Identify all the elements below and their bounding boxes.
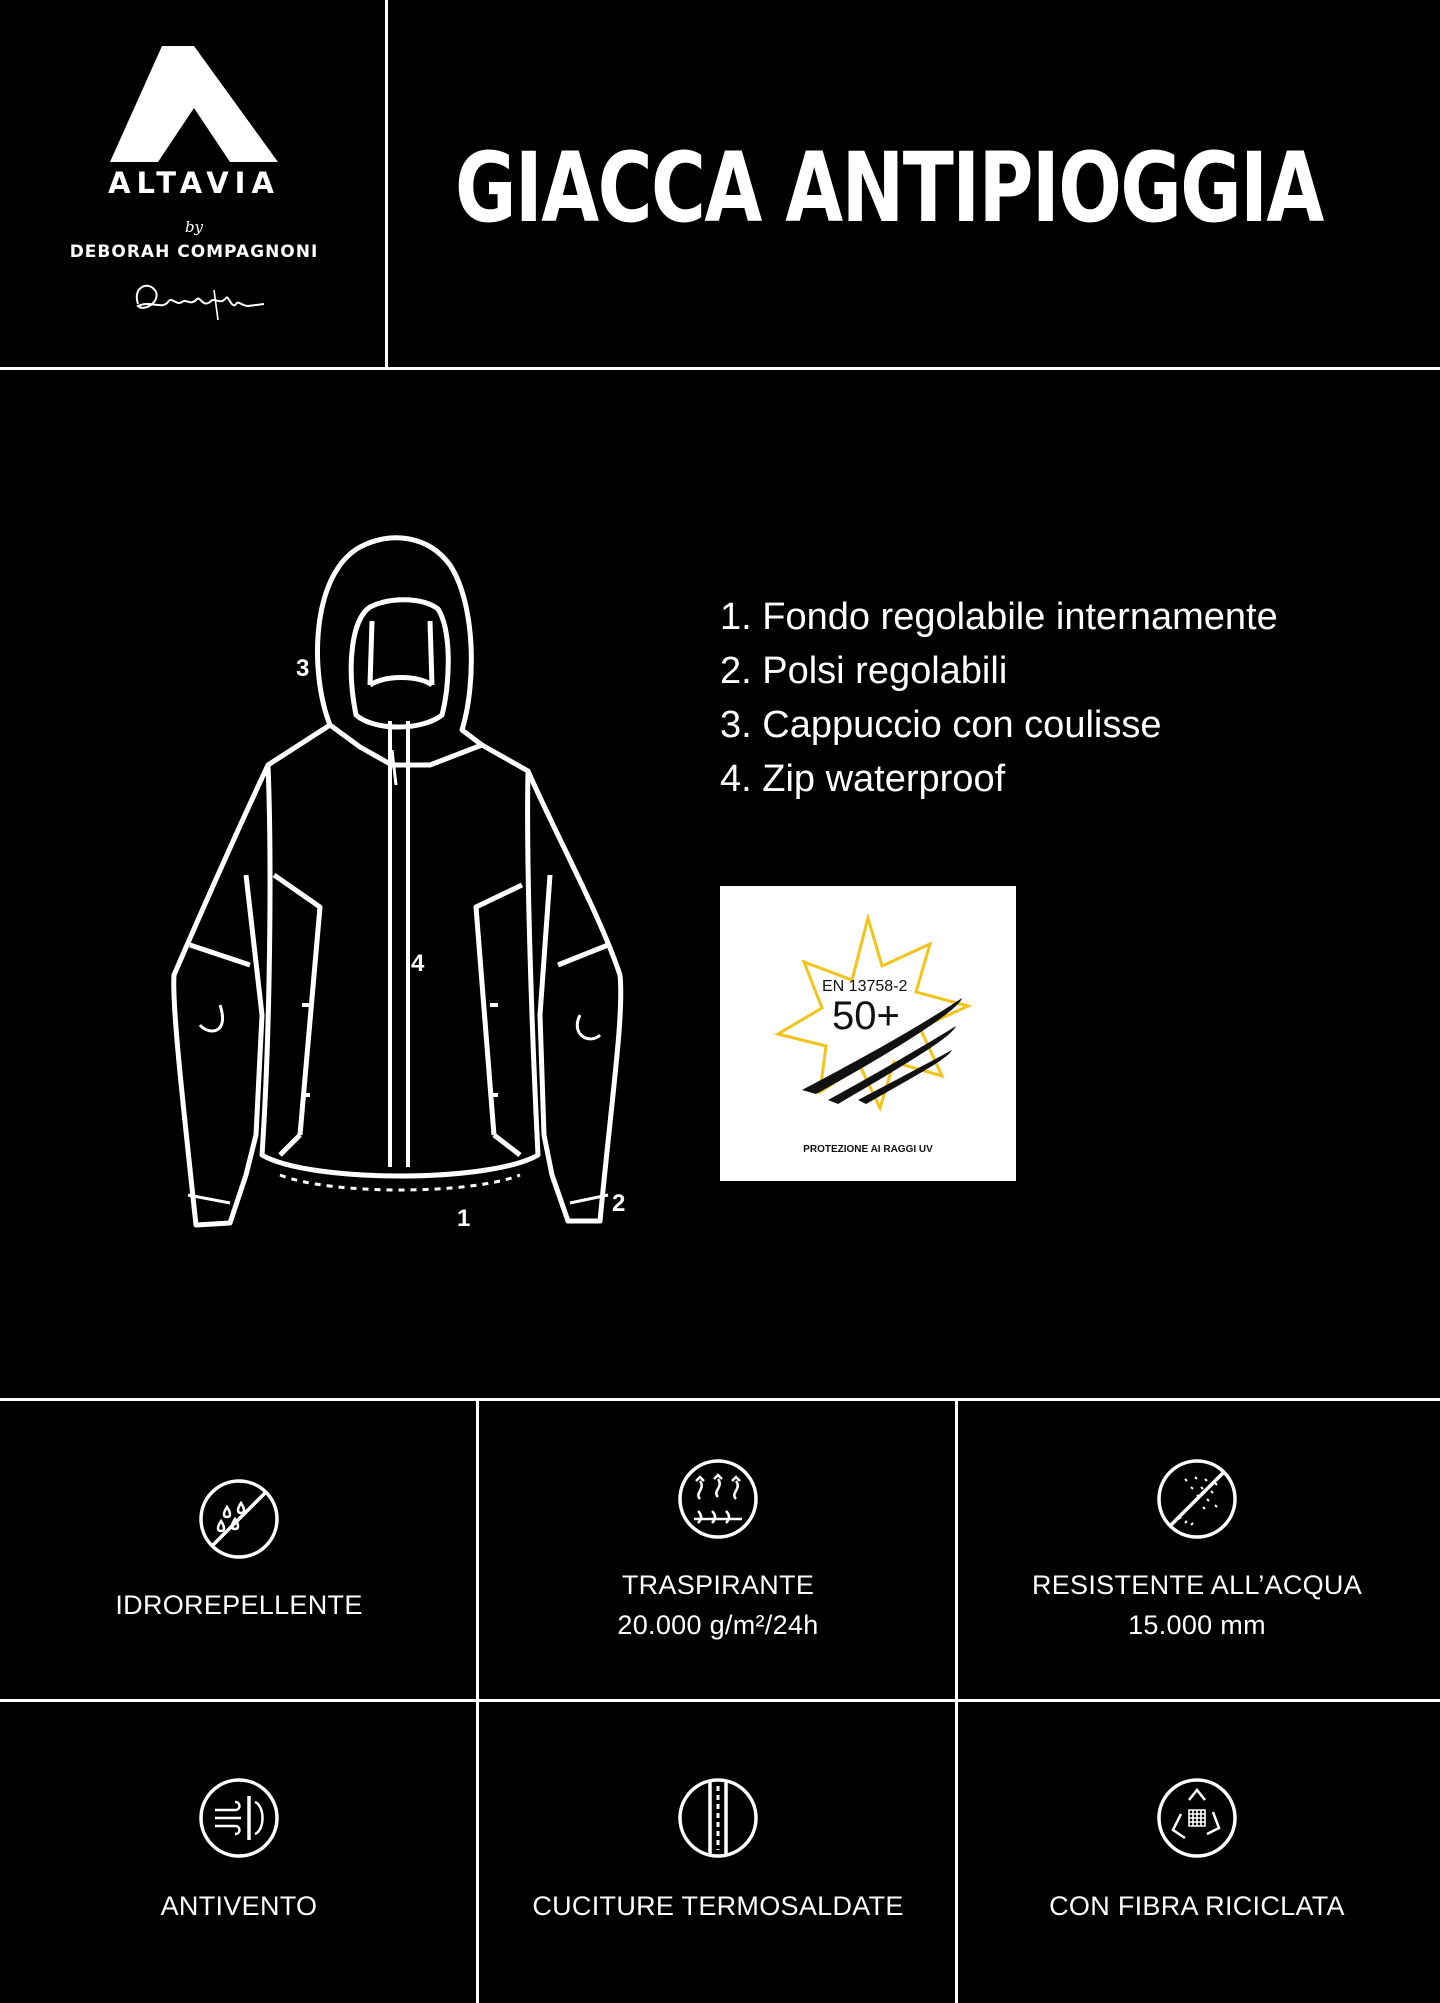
feature-item: 2. Polsi regolabili [720, 650, 1008, 692]
jacket-drawing [160, 535, 640, 1235]
windproof-icon [197, 1776, 281, 1860]
altavia-logo-icon [110, 46, 278, 164]
callout-4: 4 [411, 950, 425, 977]
property-label: IDROREPELLENTE [115, 1590, 363, 1620]
feature-item: 1. Fondo regolabile internamente [720, 596, 1278, 638]
property-label: TRASPIRANTE [621, 1570, 815, 1600]
breathable-icon [676, 1457, 760, 1541]
uv-caption: PROTEZIONE AI RAGGI UV [803, 1144, 933, 1155]
brand-block [0, 0, 388, 368]
uv-rating: 50+ [832, 994, 900, 1038]
property-water-resistant [958, 1401, 1436, 1700]
uv-standard: EN 13758-2 [822, 978, 908, 995]
feature-item: 4. Zip waterproof [720, 758, 1006, 800]
callout-1: 1 [457, 1205, 471, 1232]
water-resistant-icon [1155, 1457, 1239, 1541]
property-label: ANTIVENTO [160, 1891, 318, 1921]
header [0, 0, 1440, 370]
brand-by: by [184, 218, 204, 236]
sealed-seams-icon [676, 1776, 760, 1860]
callout-3: 3 [296, 655, 310, 682]
water-repellent-icon [197, 1477, 281, 1561]
property-water-repellent [0, 1401, 478, 1700]
property-sealed-seams [479, 1702, 957, 2001]
page-title: GIACCA ANTIPIOGGIA [455, 132, 1323, 244]
property-label: CUCITURE TERMOSALDATE [532, 1891, 904, 1921]
property-breathable [479, 1401, 957, 1700]
property-value: 15.000 mm [1128, 1610, 1266, 1640]
uv-protection-badge [720, 886, 1016, 1181]
property-value: 20.000 g/m²/24h [617, 1610, 819, 1640]
property-windproof [0, 1702, 478, 2001]
callout-2: 2 [612, 1190, 626, 1217]
property-label: RESISTENTE ALL’ACQUA [1031, 1570, 1363, 1600]
property-recycled-fiber [958, 1702, 1436, 2001]
brand-subtitle: DEBORAH COMPAGNONI [69, 242, 319, 262]
features-list [720, 590, 1278, 806]
recycled-fiber-icon [1155, 1776, 1239, 1860]
signature-icon [130, 276, 270, 326]
property-label: CON FIBRA RICICLATA [1049, 1891, 1345, 1921]
feature-item: 3. Cappuccio con coulisse [720, 704, 1162, 746]
properties-grid [0, 1398, 1440, 2000]
brand-name: ALTAVIA [108, 166, 280, 200]
